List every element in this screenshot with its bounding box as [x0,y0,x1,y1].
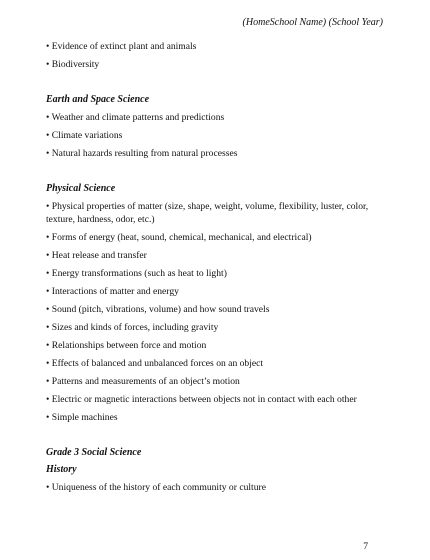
list-item: • Energy transformations (such as heat to light) [46,268,227,279]
subsection-heading-history: History [46,464,77,475]
list-item: • Evidence of extinct plant and animals [46,41,197,52]
list-item: • Biodiversity [46,59,100,70]
page-number: 7 [363,541,368,552]
list-item: • Heat release and transfer [46,250,147,261]
list-item: • Weather and climate patterns and predictions [46,112,225,123]
list-item: • Sizes and kinds of forces, including gravity [46,322,219,333]
list-item: • Effects of balanced and unbalanced forces on an object [46,358,264,369]
list-item: • Simple machines [46,412,118,423]
list-item: • Interactions of matter and energy [46,286,179,297]
list-item: • Electric or magnetic interactions between objects not in contact with each other [46,394,357,405]
list-item: • Climate variations [46,130,123,141]
list-item: • Physical properties of matter (size, shape, weight, volume, flexibility, luster, color, texture, hardness, odor, etc.) [46,201,369,225]
list-item: • Patterns and measurements of an object’s motion [46,376,240,387]
section-heading-social: Grade 3 Social Science [46,447,142,458]
list-item: • Sound (pitch, vibrations, volume) and how sound travels [46,304,270,315]
list-item: • Uniqueness of the history of each community or culture [46,482,266,493]
list-item: • Natural hazards resulting from natural processes [46,148,238,159]
list-item: • Forms of energy (heat, sound, chemical, mechanical, and electrical) [46,232,312,243]
page-content [46,40,386,499]
section-heading-earth-space: Earth and Space Science [46,94,150,105]
list-item: • Relationships between force and motion [46,340,207,351]
page-header: (HomeSchool Name) (School Year) [242,17,383,28]
section-heading-physical: Physical Science [46,183,116,194]
